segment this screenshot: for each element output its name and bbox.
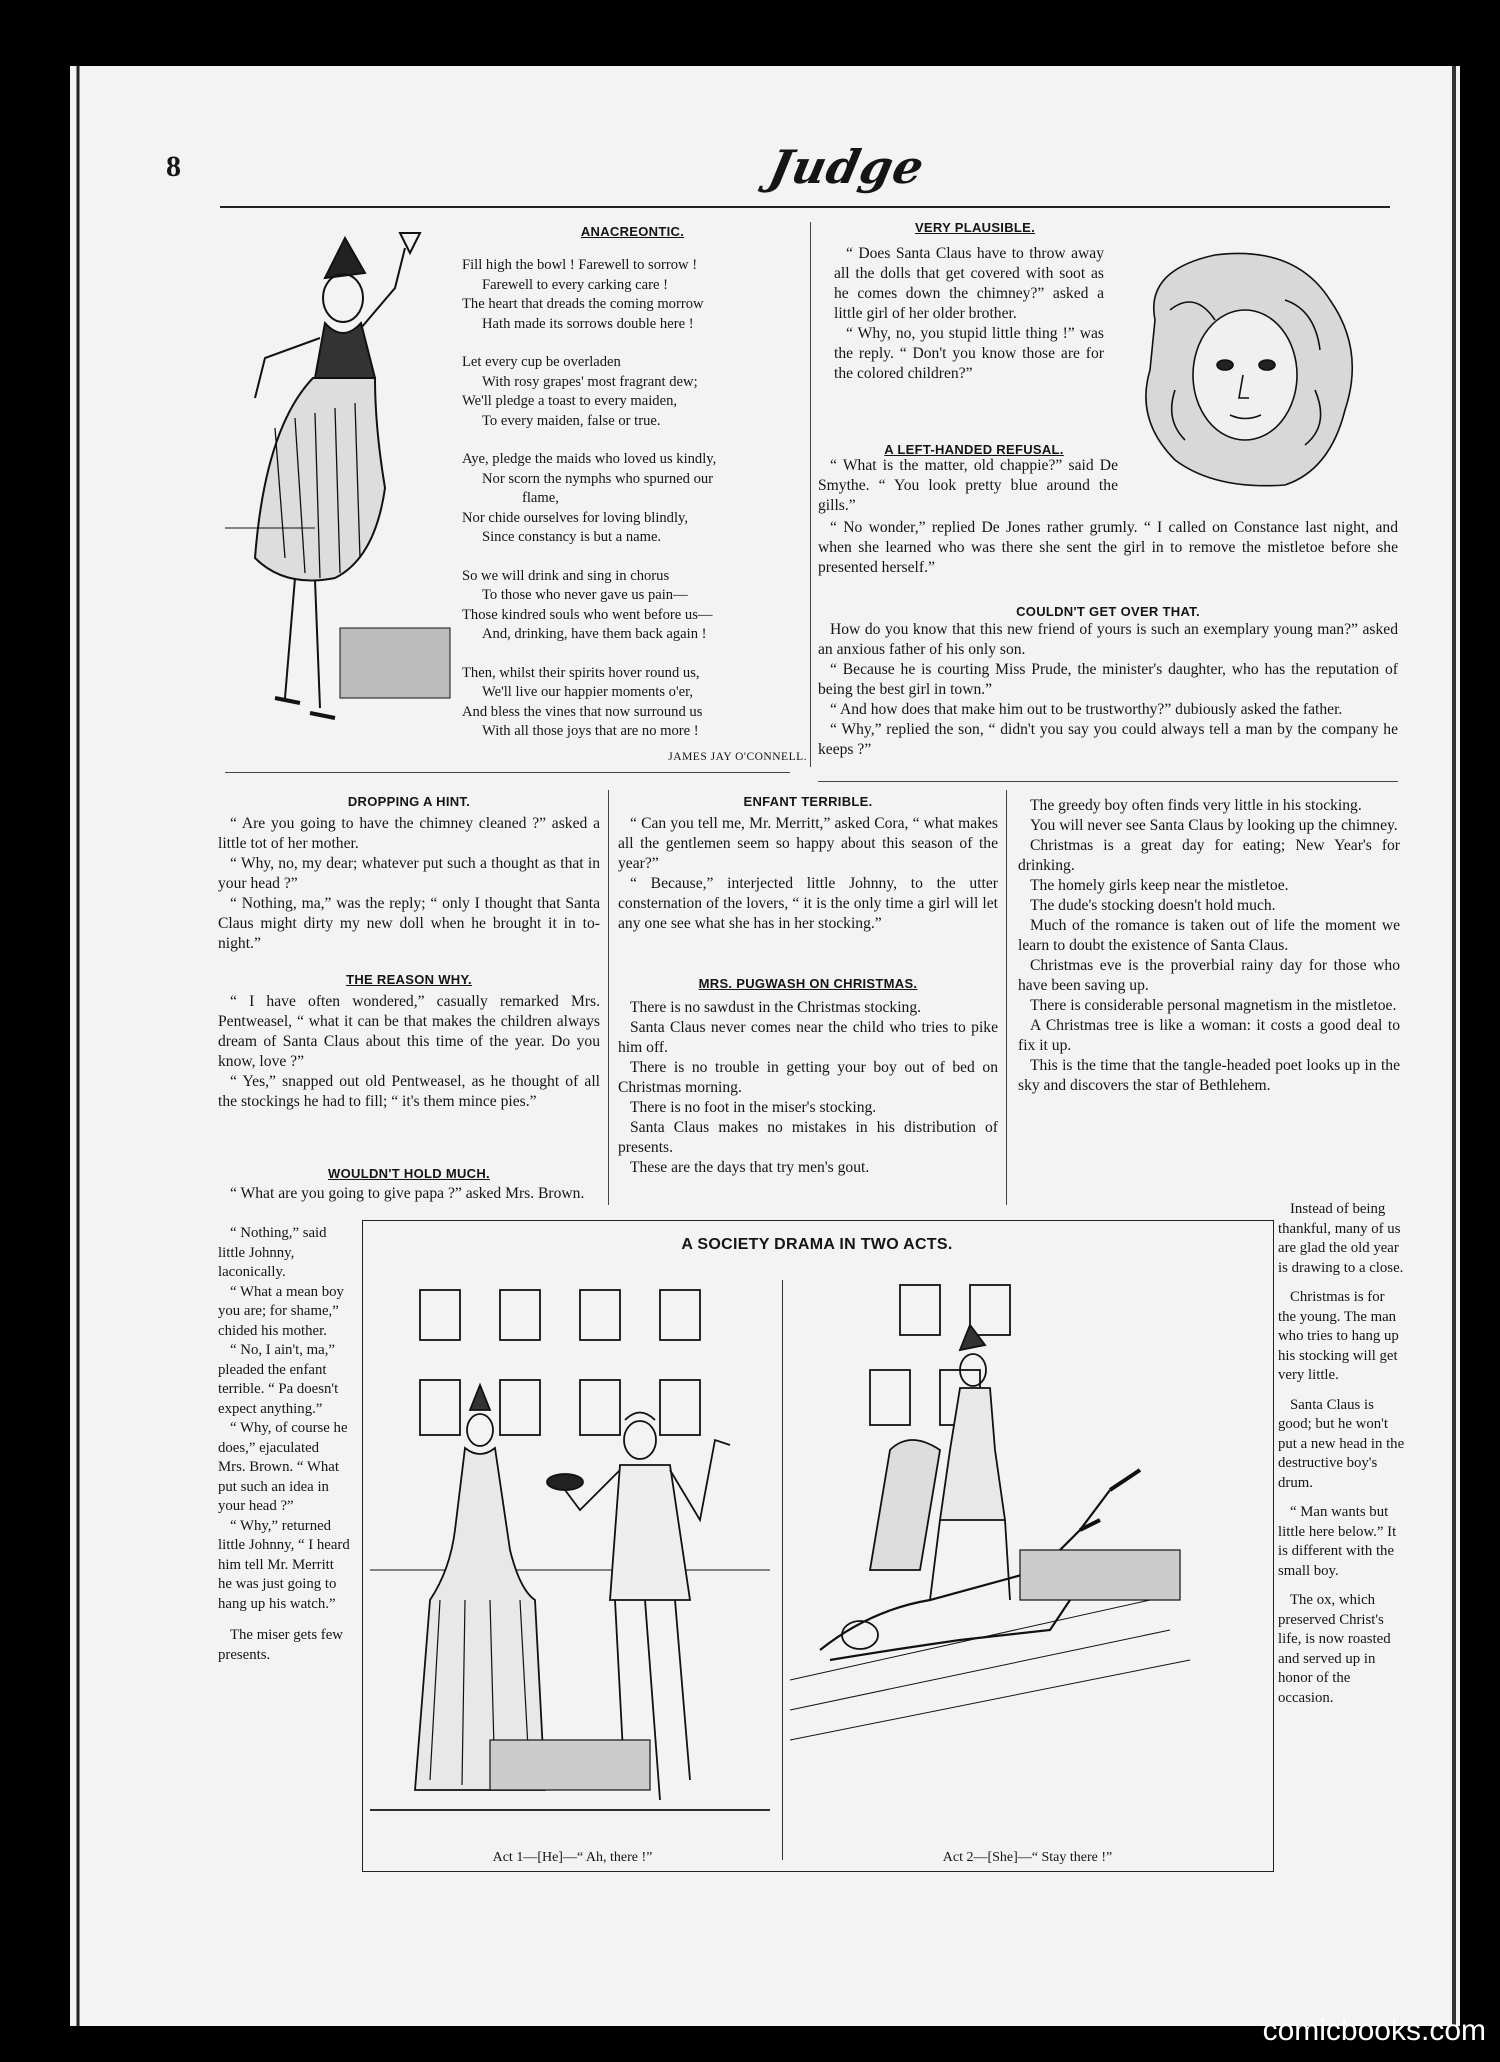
paragraph: “ No wonder,” replied De Jones rather grumly. “ I called on Constance last night, and when she learned who was there she sent the girl in to remove the mistletoe before she presented herself.”: [818, 519, 1398, 576]
paragraph: “ Why, of course he does,” ejaculated Mrs. Brown. “ What put such an idea in your head ?”: [218, 1420, 348, 1514]
couldnt-title: COULDN'T GET OVER THAT.: [1016, 604, 1200, 619]
paragraph: Santa Claus makes no mistakes in his distribution of presents.: [618, 1119, 998, 1156]
reason-why-text: [218, 992, 600, 1112]
paragraph: The greedy boy often finds very little in his stocking.: [1030, 797, 1362, 814]
paragraph: There is considerable personal magnetism in the mistletoe.: [1030, 997, 1397, 1014]
column-rule: [608, 790, 609, 1205]
paragraph: “ What is the matter, old chappie?” said De Smythe. “ You look pretty blue around the gills.”: [818, 457, 1118, 514]
anacreontic-poem: [462, 256, 807, 767]
paragraph: There is no foot in the miser's stocking.: [630, 1099, 877, 1116]
poem-line: Since constancy is but a name.: [482, 529, 662, 545]
paragraph: “ Why, no, my dear; whatever put such a thought as that in your head ?”: [218, 855, 600, 892]
paragraph: “ What are you going to give papa ?” asked Mrs. Brown.: [230, 1185, 585, 1202]
section-rule: [225, 772, 790, 773]
very-plausible-text: [834, 244, 1104, 384]
right-column-text: [1278, 1200, 1406, 1708]
dropping-hint-title: DROPPING A HINT.: [347, 794, 471, 809]
drama-title: A SOCIETY DRAMA IN TWO ACTS.: [681, 1236, 953, 1253]
paragraph: How do you know that this new friend of yours is such an exemplary young man?” asked an anxious father of his only son.: [818, 621, 1398, 658]
poem-stanza: [462, 567, 807, 645]
column-rule: [810, 222, 811, 767]
paragraph: “ Does Santa Claus have to throw away all the dolls that get covered with soot as he comes down the chimney?” asked a little girl of her older brother.: [834, 245, 1104, 322]
header-rule: [220, 206, 1390, 208]
poem-line: Farewell to every carking care !: [482, 276, 668, 293]
poem-line: To every maiden, false or true.: [482, 412, 661, 429]
poem-line: We'll pledge a toast to every maiden,: [462, 393, 678, 409]
poem-line: So we will drink and sing in chorus: [462, 567, 670, 584]
paragraph: Christmas is a great day for eating; New Year's for drinking.: [1018, 837, 1400, 874]
poem-stanza: [462, 353, 807, 431]
paragraph: “ Nothing,” said little Johnny, laconically.: [218, 1225, 327, 1280]
couldnt-text: [818, 620, 1398, 760]
poem-line: Fill high the bowl ! Farewell to sorrow !: [462, 257, 698, 273]
page-number: 8: [166, 150, 181, 183]
paragraph: Christmas is for the young. The man who tries to hang up his stocking will get very little.: [1278, 1289, 1399, 1383]
left-handed-title: A LEFT-HANDED REFUSAL.: [884, 442, 1064, 457]
paragraph: “ Yes,” snapped out old Pentweasel, as he thought of all the stockings he had to fill; “ it's them mince pies.”: [218, 1073, 600, 1110]
poem-line: The heart that dreads the coming morrow: [462, 296, 704, 312]
paragraph: The dude's stocking doesn't hold much.: [1030, 897, 1276, 914]
paragraph: This is the time that the tangle-headed poet looks up in the sky and discovers the star of Bethlehem.: [1018, 1057, 1400, 1094]
paragraph: “ Because he is courting Miss Prude, the minister's daughter, who has the reputation of being the best girl in town.”: [818, 661, 1398, 698]
paragraph: “ Can you tell me, Mr. Merritt,” asked Cora, “ what makes all the gentlemen seem so happy about this season of the year?”: [618, 815, 998, 872]
paragraph: There is no sawdust in the Christmas stocking.: [630, 999, 922, 1016]
poem-line: flame,: [522, 490, 559, 506]
paragraph: The homely girls keep near the mistletoe.: [1030, 877, 1289, 894]
paragraph: “ Because,” interjected little Johnny, to the utter consternation of the lovers, “ it is the only time a girl will let any one see what she has in her stocking.”: [618, 875, 998, 932]
paragraph: Instead of being thankful, many of us are glad the old year is drawing to a close.: [1278, 1201, 1404, 1276]
poem-stanza: [462, 256, 807, 334]
act2-illustration: [790, 1270, 1265, 1830]
paragraph: “ Man wants but little here below.” It is different with the small boy.: [1278, 1504, 1397, 1579]
paragraph: Santa Claus never comes near the child who tries to pike him off.: [618, 1019, 998, 1056]
column-rule: [1006, 790, 1007, 1205]
poem-line: And, drinking, have them back again !: [482, 626, 707, 642]
paragraph: “ No, I ain't, ma,” pleaded the enfant terrible. “ Pa doesn't expect anything.”: [218, 1342, 339, 1417]
poem-line: We'll live our happier moments o'er,: [482, 684, 693, 700]
paragraph: A Christmas tree is like a woman: it costs a good deal to fix it up.: [1018, 1017, 1400, 1054]
paragraph: The ox, which preserved Christ's life, is now roasted and served up in honor of the occasion.: [1278, 1592, 1391, 1706]
poem-line: To those who never gave us pain—: [482, 587, 688, 603]
poem-line: With rosy grapes' most fragrant dew;: [482, 373, 698, 390]
paragraph: “ Why, no, you stupid little thing !” was the reply. “ Don't you know those are for the colored children?”: [834, 325, 1104, 382]
enfant-terrible-text: [618, 814, 998, 934]
poem-line: Aye, pledge the maids who loved us kindly,: [462, 451, 717, 467]
wouldnt-title: WOULDN'T HOLD MUCH.: [328, 1166, 490, 1181]
wouldnt-text: [218, 1224, 350, 1665]
section-rule: [818, 781, 1398, 782]
poem-line: Hath made its sorrows double here !: [482, 315, 694, 332]
paragraph: “ And how does that make him out to be trustworthy?” dubiously asked the father.: [830, 701, 1343, 718]
left-handed-text: [818, 518, 1398, 578]
paragraph: These are the days that try men's gout.: [630, 1159, 870, 1176]
very-plausible-title: VERY PLAUSIBLE.: [914, 220, 1036, 235]
christmas-sayings-text: [1018, 796, 1400, 1096]
paragraph: You will never see Santa Claus by looking up the chimney.: [1030, 817, 1398, 834]
watermark: comicbooks.com: [1262, 2014, 1486, 2047]
poem-line: Nor scorn the nymphs who spurned our: [482, 470, 714, 487]
pugwash-text: [618, 998, 998, 1178]
paragraph: “ Why,” replied the son, “ didn't you say you could always tell a man by the company he keeps ?”: [818, 721, 1398, 758]
poem-line: Nor chide ourselves for loving blindly,: [462, 509, 689, 526]
poem-author: JAMES JAY O'CONNELL.: [668, 750, 807, 763]
poem-line: And bless the vines that now surround us: [462, 703, 703, 720]
wouldnt-lead: [218, 1184, 600, 1204]
paragraph: Much of the romance is taken out of life the moment we learn to doubt the existence of Santa Claus.: [1018, 917, 1400, 954]
poem-line: With all those joys that are no more !: [482, 723, 699, 739]
poem-line: Those kindred souls who went before us—: [462, 606, 713, 623]
act-divider: [782, 1280, 783, 1860]
pugwash-title: MRS. PUGWASH ON CHRISTMAS.: [698, 976, 918, 991]
poem-line: Then, whilst their spirits hover round us,: [462, 664, 700, 681]
poem-stanza: [462, 450, 807, 548]
paragraph: “ I have often wondered,” casually remarked Mrs. Pentweasel, “ what it can be that makes the children always dream of Santa Claus about this time of the year. Do you know, love ?”: [218, 993, 600, 1070]
dropping-hint-text: [218, 814, 600, 954]
girl-portrait-illustration: [1115, 240, 1385, 500]
masthead-logo: Judge: [764, 140, 930, 194]
paragraph: “ Why,” returned little Johnny, “ I heard him tell Mr. Merritt he was just going to hang up his watch.”: [218, 1517, 350, 1612]
paragraph: “ Nothing, ma,” was the reply; “ only I thought that Santa Claus might dirty my new doll when he brought it in to-night.”: [218, 895, 600, 952]
anacreontic-title: ANACREONTIC.: [580, 224, 685, 239]
poem-line: Let every cup be overladen: [462, 354, 621, 370]
poem-stanza: [462, 664, 807, 742]
act2-caption: Act 2—[She]—“ Stay there !”: [942, 1850, 1113, 1865]
act1-caption: Act 1—[He]—“ Ah, there !”: [492, 1850, 653, 1865]
paragraph: “ What a mean boy you are; for shame,” chided his mother.: [218, 1283, 344, 1339]
reason-why-title: THE REASON WHY.: [346, 972, 472, 987]
left-handed-text-top: [818, 456, 1118, 516]
act1-illustration: [370, 1270, 775, 1830]
paragraph: Santa Claus is good; but he won't put a new head in the destructive boy's drum.: [1278, 1396, 1405, 1491]
paragraph: “ Are you going to have the chimney cleaned ?” asked a little tot of her mother.: [218, 815, 600, 852]
toasting-woman-illustration: [225, 228, 455, 758]
paragraph: The miser gets few presents.: [218, 1627, 343, 1663]
enfant-terrible-title: ENFANT TERRIBLE.: [743, 794, 873, 809]
paragraph: Christmas eve is the proverbial rainy day for those who have been saving up.: [1018, 957, 1400, 994]
paragraph: There is no trouble in getting your boy out of bed on Christmas morning.: [618, 1059, 998, 1096]
